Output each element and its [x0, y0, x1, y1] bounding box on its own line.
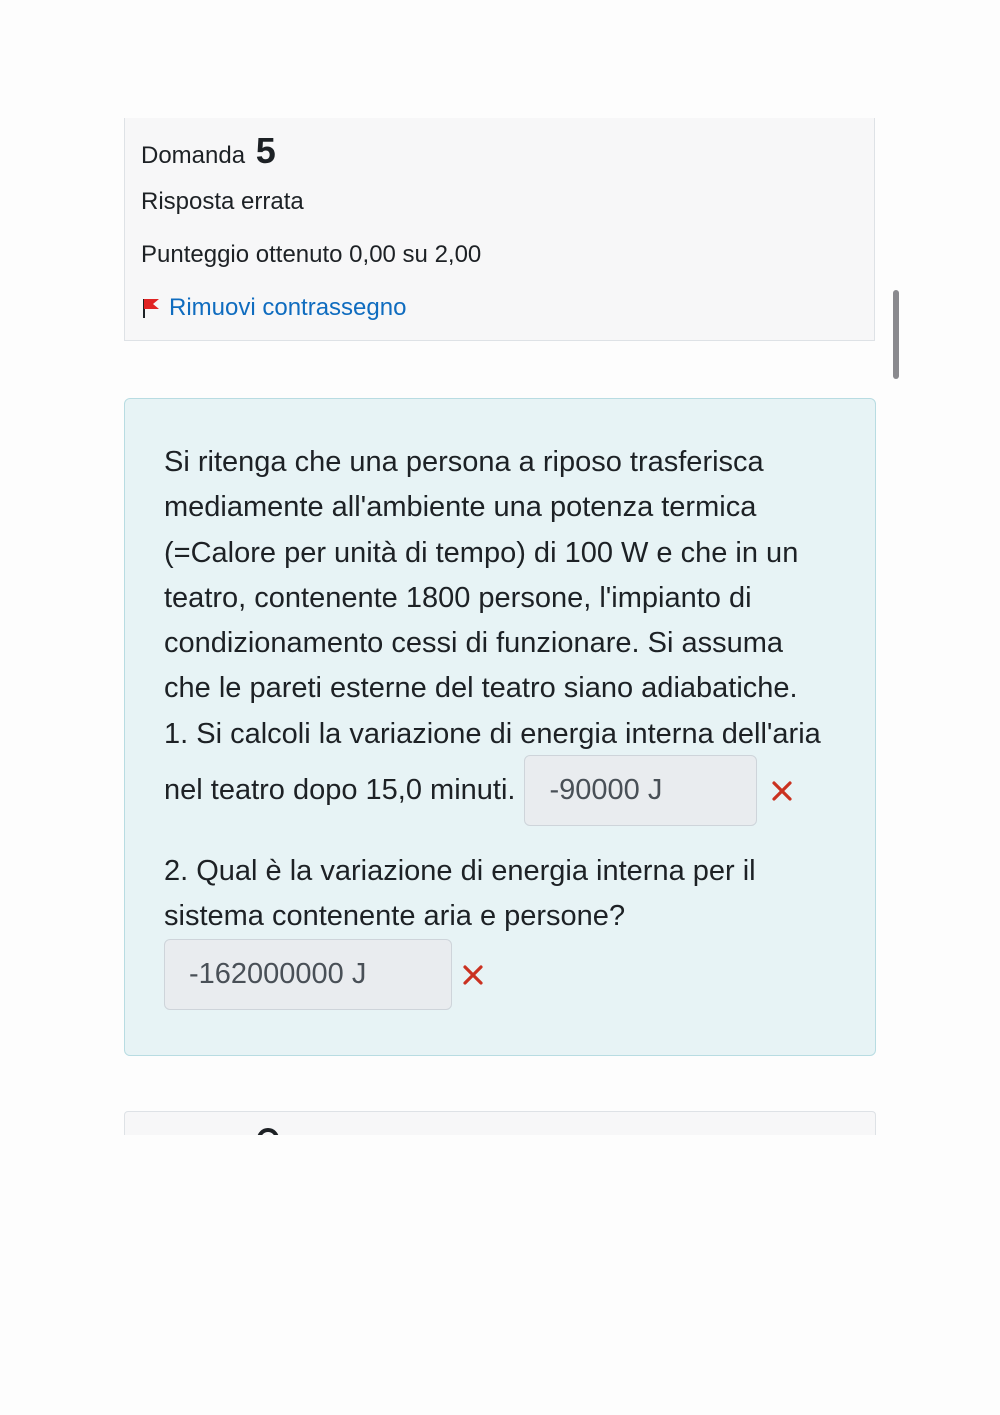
question-text-line: teatro, contenente 1800 persone, l'impianto di: [164, 581, 752, 614]
answer-2-field[interactable]: -162000000 J: [164, 939, 452, 1010]
question-text-line: (=Calore per unità di tempo) di 100 W e che in un: [164, 536, 799, 569]
answer-row-1: [164, 755, 793, 826]
scrollbar-thumb[interactable]: [893, 290, 899, 379]
remove-flag-link[interactable]: [141, 294, 406, 322]
part2-text-line: sistema contenente aria e persone?: [164, 900, 626, 933]
question-info-panel: [124, 118, 875, 341]
cross-icon: [771, 780, 793, 802]
part2-text: [164, 849, 854, 940]
answer-row-2: [164, 939, 484, 1010]
next-question-panel: [124, 1111, 876, 1135]
question-text-line: 1. Si calcoli la variazione di energia interna dell'aria: [164, 717, 821, 750]
question-content-panel: [124, 398, 876, 1056]
question-text-line: condizionamento cessi di funzionare. Si assuma: [164, 627, 783, 660]
question-text-line: Si ritenga che una persona a riposo trasferisca: [164, 446, 764, 478]
question-heading: [141, 130, 276, 172]
question-label: Domanda: [141, 142, 246, 169]
question-grade: Punteggio ottenuto 0,00 su 2,00: [141, 241, 482, 268]
question-state: Risposta errata: [141, 188, 304, 215]
part1-label: nel teatro dopo 15,0 minuti.: [164, 774, 516, 806]
remove-flag-label: Rimuovi contrassegno: [169, 294, 407, 321]
cross-icon: [462, 964, 484, 986]
question-text-line: mediamente all'ambiente una potenza termica: [164, 491, 757, 524]
flag-icon: [141, 296, 161, 320]
answer-1-field[interactable]: -90000 J: [524, 755, 757, 826]
question-number: 5: [255, 130, 276, 171]
part2-text-line: 2. Qual è la variazione di energia interna per il: [164, 855, 756, 887]
question-text: [164, 440, 854, 757]
next-question-number-partial: [257, 1128, 279, 1135]
question-text-line: che le pareti esterne del teatro siano adiabatiche.: [164, 672, 798, 705]
